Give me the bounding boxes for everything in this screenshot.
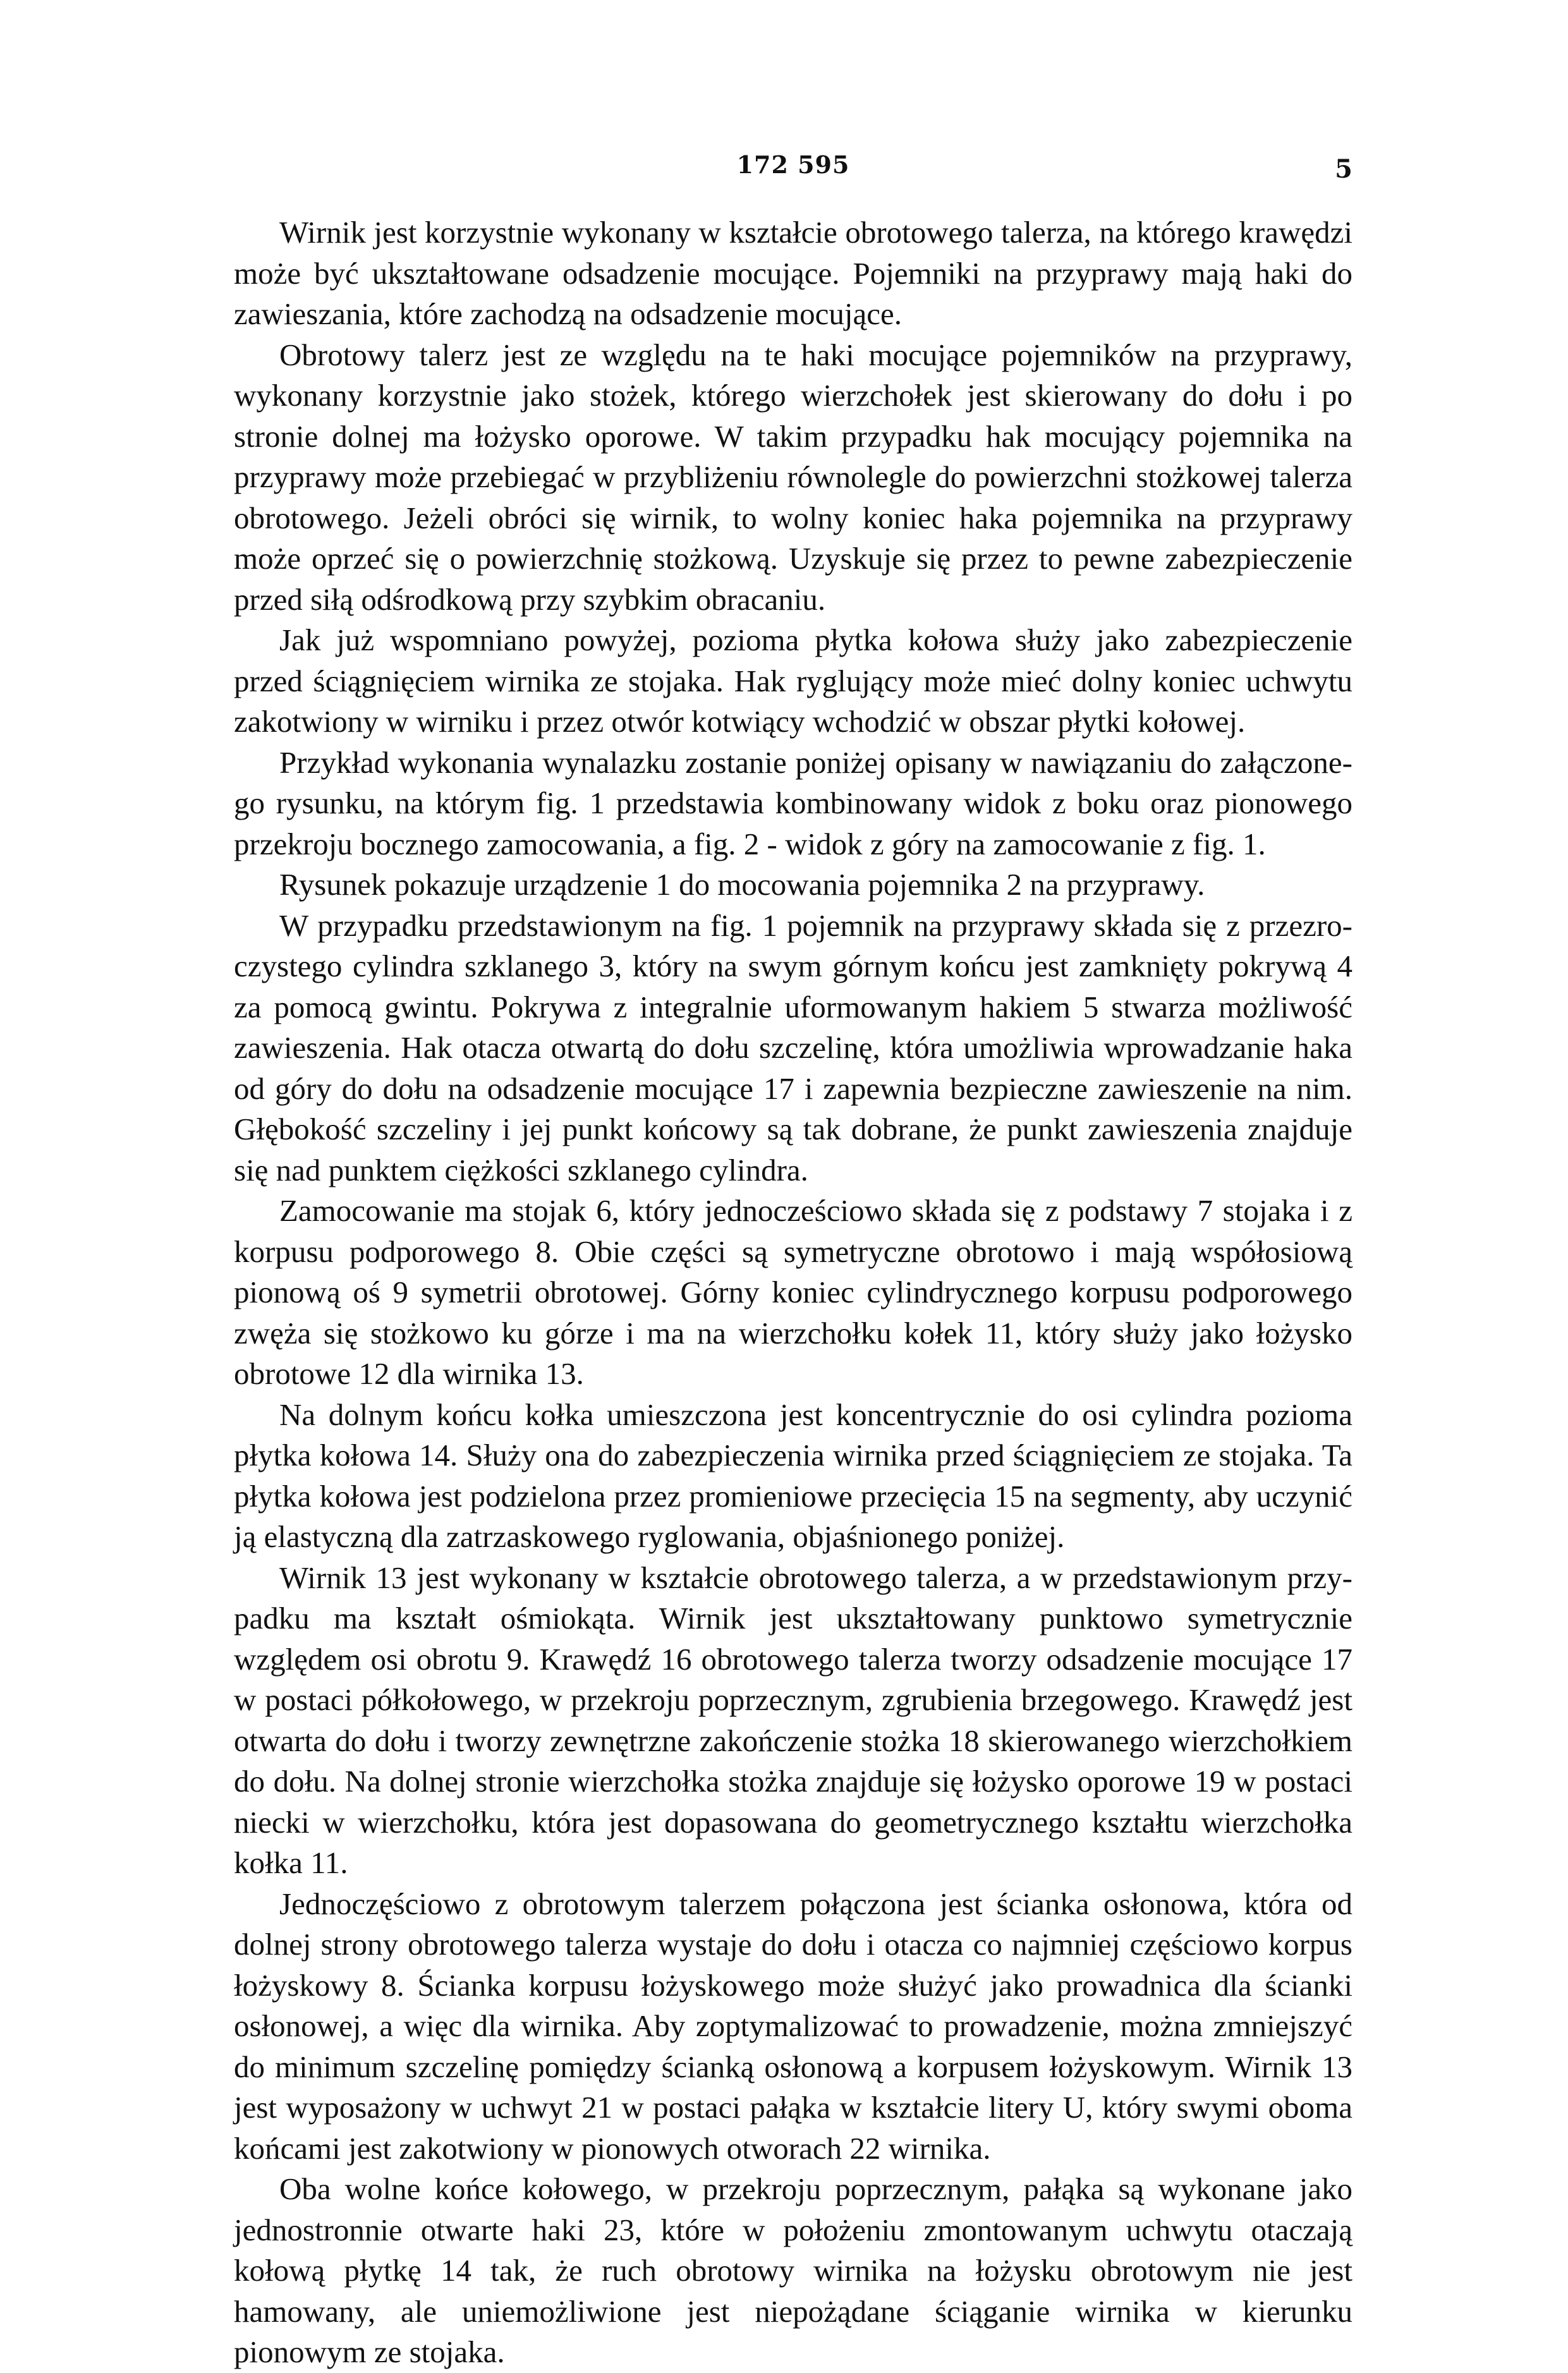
page-number: 5 [1335, 154, 1352, 184]
paragraph: Wirnik jest korzystnie wykonany w kształcie obrotowego talerza, na którego krawędzi może być ukształtowane odsadzenie mocujące. Pojemniki na przyprawy mają haki do zawieszania, które zachodzą na odsadzenie mocujące. [234, 215, 1352, 331]
paragraph: Jednoczęściowo z obrotowym talerzem połączona jest ścianka osłonowa, która od dolnej strony obrotowego talerza wystaje do dołu i otacza co najmniej częściowo korpus łożyskowy 8. Ścianka korpusu łożyskowego może służyć jako prowadnica dla ścianki osłonowej, a więc dla wirnika. Aby zoptymalizować to prowadzenie, można zmniejszyć do minimum szczelinę pomiędzy ścianką osłonową a korpusem łożyskowym. Wirnik 13 jest wyposażony w uchwyt 21 w postaci pałąka w kształcie litery U, który swymi oboma końcami jest zakotwiony w pionowych otworach 22 wirnika. [234, 1886, 1352, 2166]
paragraph: W przypadku przedstawionym na fig. 1 pojemnik na przyprawy składa się z przezroczystego cylindra szklanego 3, który na swym górnym końcu jest zamknięty pokrywą 4 za pomocą gwintu. Pokrywa z integralnie uformowanym hakiem 5 stwarza możliwość zawieszenia. Hak otacza otwartą do dołu szczelinę, która umożliwia wprowadzanie haka od góry do dołu na odsadzenie mocujące 17 i zapewnia bezpieczne zawieszenie na nim. Głębokość szczeliny i jej punkt końcowy są tak dobrane, że punkt zawieszenia znajduje się nad punktem ciężkości szklanego cylindra. [234, 907, 1352, 1187]
patent-number: 172 595 [736, 150, 850, 179]
paragraph: Na dolnym końcu kołka umieszczona jest koncentrycznie do osi cylindra pozioma płytka kołowa 14. Służy ona do zabezpieczenia wirnika przed ściągnięciem ze stojaka. Ta płytka kołowa jest podzielona przez promieniowe przecięcia 15 na segmenty, aby uczynić ją elastyczną dla zatrzaskowego ryglowania, objaśnionego poniżej. [234, 1397, 1352, 1554]
paragraph: Przykład wykonania wynalazku zostanie poniżej opisany w nawiązaniu do załączonego rysunku, na którym fig. 1 przedstawia kombinowany widok z boku oraz pionowego przekroju bocznego zamocowania, a fig. 2 - widok z góry na zamocowanie z fig. 1. [234, 744, 1352, 861]
paragraph: Obrotowy talerz jest ze względu na te haki mocujące pojemników na przyprawy, wykonany korzystnie jako stożek, którego wierzchołek jest skierowany do dołu i po stronie dolnej ma łożysko oporowe. W takim przypadku hak mocujący pojemnika na przyprawy może przebiegać w przybliżeniu równolegle do powierzchni stożkowej talerza obrotowego. Jeżeli obróci się wirnik, to wolny koniec haka pojemnika na przyprawy może oprzeć się o powierzchnię stożkową. Uzyskuje się przez to pewne zabezpieczenie przed siłą odśrodkową przy szybkim obracaniu. [234, 337, 1352, 617]
page-header [234, 150, 1352, 188]
paragraph: Jak już wspomniano powyżej, pozioma płytka kołowa służy jako zabezpieczenie przed ściągnięciem wirnika ze stojaka. Hak ryglujący może mieć dolny koniec uchwytu zakotwiony w wirniku i przez otwór kotwiący wchodzić w obszar płytki kołowej. [234, 622, 1352, 739]
paragraph: Wirnik 13 jest wykonany w kształcie obrotowego talerza, a w przedstawionym przypadku ma kształt ośmiokąta. Wirnik jest ukształtowany punktowo symetrycznie względem osi obrotu 9. Krawędź 16 obrotowego talerza tworzy odsadzenie mocujące 17 w postaci półkołowego, w przekroju poprzecznym, zgrubienia brzegowego. Krawędź jest otwarta do dołu i tworzy zewnętrzne zakończenie stożka 18 skierowanego wierzchołkiem do dołu. Na dolnej stronie wierzchołka stożka znajduje się łożysko oporowe 19 w postaci niecki w wierzchołku, która jest dopasowana do geometrycznego kształtu wierzchołka kołka 11. [234, 1560, 1352, 1880]
document-body [234, 212, 1352, 2373]
paragraph: Zamocowanie ma stojak 6, który jednocześciowo składa się z podstawy 7 stojaka i z korpusu podporowego 8. Obie części są symetryczne obrotowo i mają współosiową pionową oś 9 symetrii obrotowej. Górny koniec cylindrycznego korpusu podporowego zwęża się stożkowo ku górze i ma na wierzchołku kołek 11, który służy jako łożysko obrotowe 12 dla wirnika 13. [234, 1193, 1352, 1391]
paragraph: Oba wolne końce kołowego, w przekroju poprzecznym, pałąka są wykonane jako jednostronnie otwarte haki 23, które w położeniu zmontowanym uchwytu otaczają kołową płytkę 14 tak, że ruch obrotowy wirnika na łożysku obrotowym nie jest hamowany, ale uniemożliwione jest niepożądane ściąganie wirnika w kierunku pionowym ze stojaka. [234, 2171, 1352, 2369]
paragraph: Rysunek pokazuje urządzenie 1 do mocowania pojemnika 2 na przyprawy. [279, 867, 1205, 902]
